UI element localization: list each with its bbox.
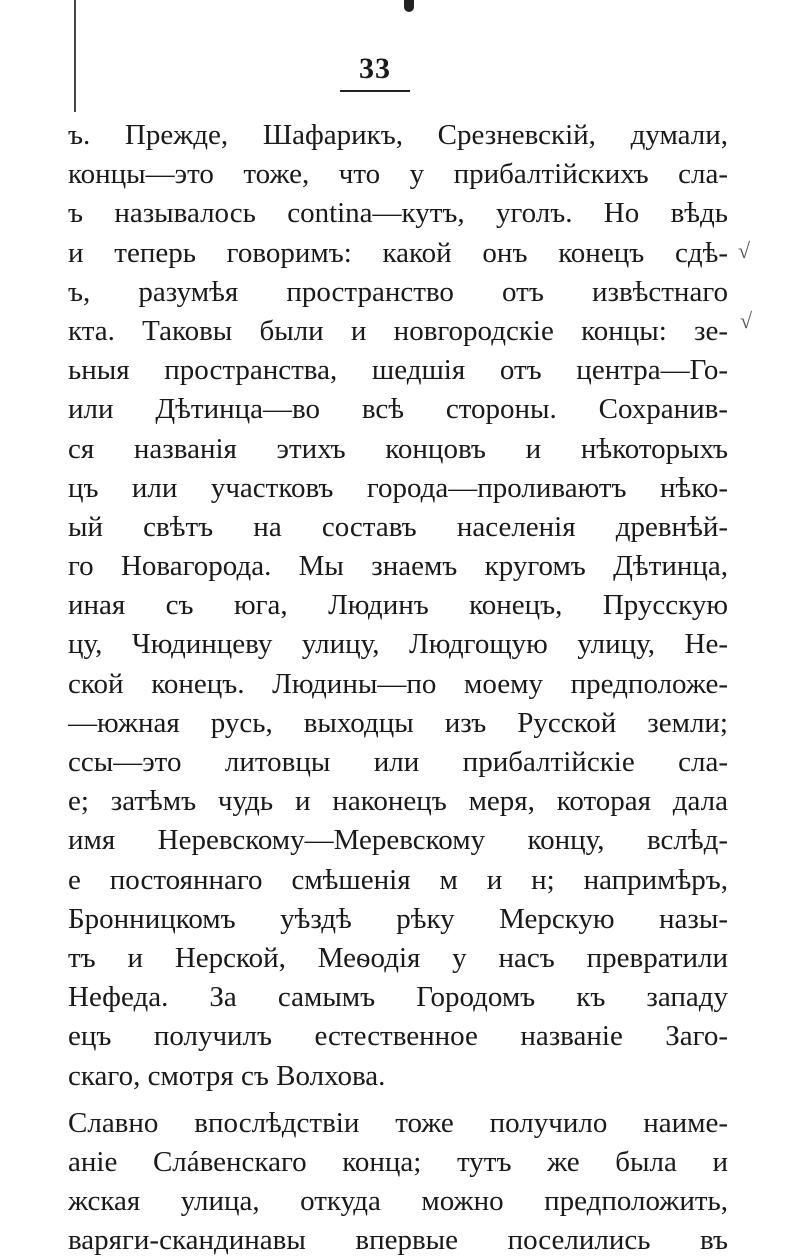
text-line: ъ называлось contina—кутъ, уголъ. Но вѣдь [68, 197, 728, 230]
text-line: Нефеда. За самымъ Городомъ къ западу [68, 981, 728, 1014]
print-smudge [404, 0, 414, 12]
text-line: —южная русь, выходцы изъ Русской земли; [68, 706, 728, 739]
text-line: аніе Слáвенскаго конца; тутъ же была и [68, 1145, 728, 1178]
text-line: Славно впослѣдствіи тоже получило наиме- [68, 1106, 728, 1139]
text-line: ъ, разумѣя пространство отъ извѣстнаго [68, 275, 728, 308]
text-line: скаго, смотря съ Волхова. [68, 1059, 386, 1092]
text-line: ецъ получилъ естественное названіе Заго- [68, 1020, 728, 1053]
text-line: е постояннаго смѣшенія м и н; напримѣръ, [68, 863, 728, 896]
text-line: жская улица, откуда можно предположить, [68, 1185, 728, 1218]
text-line: тъ и Нерской, Меѳодія у насъ превратили [68, 941, 728, 974]
text-line: или Дѣтинца—во всѣ стороны. Сохранив- [68, 393, 728, 426]
text-line: ый свѣтъ на составъ населенія древнѣй- [68, 510, 728, 543]
page-number-rule [340, 90, 410, 92]
text-line: цу, Чюдинцеву улицу, Людгощую улицу, Не- [68, 628, 728, 661]
text-line: имя Неревскому—Меревскому концу, вслѣд- [68, 824, 728, 857]
binding-edge-line [74, 0, 76, 112]
page-number: 33 [359, 52, 391, 85]
text-line: кта. Таковы были и новгородскіе концы: зе- [68, 314, 728, 347]
text-line: е; затѣмъ чудь и наконецъ меря, которая дала [68, 785, 728, 818]
text-line: и теперь говоримъ: какой онъ конецъ сдѣ- [68, 236, 728, 269]
marginal-check-mark: √ [738, 238, 751, 263]
text-line: го Новагорода. Мы знаемъ кругомъ Дѣтинца, [68, 550, 728, 583]
text-line: Бронницкомъ уѣздѣ рѣку Мерскую назы- [68, 902, 728, 935]
marginal-check-mark: √ [740, 308, 753, 333]
text-line: варяги-скандинавы впервые поселились въ [68, 1224, 728, 1257]
text-line: ъ. Прежде, Шафарикъ, Срезневскій, думали, [68, 119, 728, 151]
text-line: ссы—это литовцы или прибалтійскіе сла- [68, 746, 728, 778]
text-line: ской конецъ. Людины—по моему предположе- [68, 667, 728, 700]
text-line: концы—это тоже, что у прибалтійскихъ сла- [68, 158, 728, 191]
text-line: цъ или участковъ города—проливаютъ нѣко- [68, 471, 728, 504]
text-line: ся названія этихъ концовъ и нѣкоторыхъ [68, 432, 728, 465]
text-line: иная съ юга, Людинъ конецъ, Прусскую [68, 589, 728, 622]
body-text [68, 116, 728, 1260]
text-line: ьныя пространства, шедшія отъ центра—Го- [68, 354, 728, 387]
